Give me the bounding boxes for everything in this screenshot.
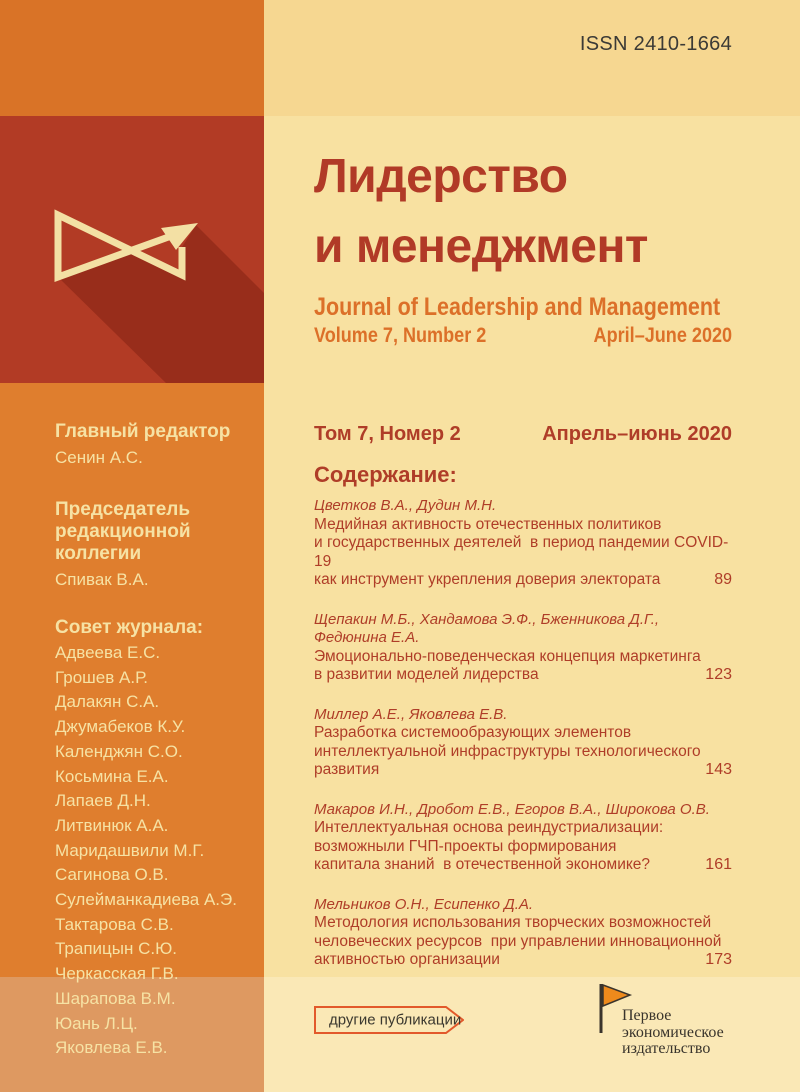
toc-authors: Цветков В.А., Дудин М.Н. bbox=[314, 497, 497, 514]
council-member: Грошев А.Р. bbox=[55, 667, 148, 687]
toc-page-number: 123 bbox=[705, 666, 732, 683]
logo-long-shadow bbox=[58, 225, 264, 383]
publisher-name-line1: Первое bbox=[622, 1007, 672, 1024]
council-member: Шарапова В.М. bbox=[55, 988, 176, 1008]
toc-title-line: Разработка системообразующих элементов bbox=[314, 724, 632, 741]
main-area bbox=[264, 0, 800, 1092]
toc-title-line: Методология использования творческих возможностей bbox=[314, 914, 712, 931]
logo-block bbox=[0, 116, 264, 383]
toc-title-line: интеллектуальной инфраструктуры технологического bbox=[314, 742, 701, 760]
toc-title-line: развития bbox=[314, 761, 380, 778]
toc-title-line: возможныли ГЧП-проекты формирования bbox=[314, 837, 617, 855]
toc-title-line: Эмоционально-поведенческая концепция маркетинга bbox=[314, 647, 701, 665]
toc-title-line: в развитии моделей лидерства bbox=[314, 666, 539, 683]
publisher-flag-icon bbox=[597, 982, 633, 1036]
toc-title-lastline bbox=[314, 951, 732, 970]
publisher-logo bbox=[597, 982, 757, 1058]
toc-page-number: 89 bbox=[714, 571, 732, 588]
council-member: Юань Л.Ц. bbox=[55, 1013, 138, 1033]
toc-title-line: и государственных деятелей в период пандемии COVID-19 bbox=[314, 534, 729, 570]
toc-title-lastline bbox=[314, 856, 732, 875]
toc-page-number: 161 bbox=[705, 856, 732, 873]
chief-editor-name: Сенин А.С. bbox=[55, 448, 143, 467]
issn-text: ISSN 2410-1664 bbox=[579, 33, 732, 55]
journal-title bbox=[314, 142, 732, 282]
journal-title-line2: и менеджмент bbox=[314, 220, 648, 273]
toc-authors: Мельников О.Н., Есипенко Д.А. bbox=[314, 895, 534, 913]
council-member: Маридашвили М.Г. bbox=[55, 840, 205, 860]
toc-authors: Щепакин М.Б., Хандамова Э.Ф., Бженникова Д.Г., Федюнина Е.А. bbox=[314, 610, 664, 646]
publisher-name-line3: издательство bbox=[622, 1040, 711, 1057]
toc-authors: Макаров И.Н., Дробот Е.В., Егоров В.А., Широкова О.В. bbox=[314, 800, 710, 818]
sidebar-top-band bbox=[0, 0, 264, 116]
toc-title-line: как инструмент укрепления доверия электората bbox=[314, 571, 661, 588]
toc-authors: Миллер А.Е., Яковлева Е.В. bbox=[314, 705, 508, 723]
chairman-heading-line2: редакционной коллегии bbox=[55, 521, 191, 564]
more-publications-button[interactable] bbox=[314, 1006, 464, 1034]
toc-title-line: Медийная активность отечественных политиков bbox=[314, 515, 662, 533]
table-of-contents bbox=[314, 497, 732, 970]
toc-title-line: Интеллектуальная основа реиндустриализации: bbox=[314, 819, 664, 836]
council-member: Яковлева Е.В. bbox=[55, 1038, 168, 1058]
council-heading: Совет журнала: bbox=[55, 617, 204, 638]
council-member: Адвеева Е.С. bbox=[55, 643, 161, 662]
publisher-name bbox=[622, 1008, 757, 1058]
toc-entry bbox=[314, 611, 732, 685]
period-label-en: April–June 2020 bbox=[593, 324, 732, 347]
toc-title-line: капитала знаний в отечественной экономике? bbox=[314, 856, 651, 873]
chairman-heading: Председатель bbox=[55, 499, 191, 520]
council-member: Календжян С.О. bbox=[55, 741, 183, 761]
council-member: Тактарова С.В. bbox=[55, 914, 174, 934]
sidebar bbox=[0, 0, 264, 1092]
toc-title-lastline bbox=[314, 761, 732, 780]
chairman-name: Спивак В.А. bbox=[55, 570, 149, 589]
volume-row-en bbox=[314, 324, 732, 347]
council-list bbox=[55, 641, 255, 1061]
volume-label-en: Volume 7, Number 2 bbox=[314, 324, 487, 347]
toc-title-line: активностью организации bbox=[314, 951, 500, 968]
period-label-ru: Апрель–июнь 2020 bbox=[542, 423, 732, 445]
toc-title-lastline bbox=[314, 666, 732, 685]
council-member: Трапицын С.Ю. bbox=[55, 939, 178, 959]
council-member: Сулейманкадиева А.Э. bbox=[55, 890, 237, 910]
council-member: Косьмина Е.А. bbox=[55, 766, 169, 786]
journal-logo-icon bbox=[0, 116, 264, 383]
council-member: Сагинова О.В. bbox=[55, 865, 169, 885]
toc-entry bbox=[314, 801, 732, 875]
main-content bbox=[314, 116, 732, 1039]
council-member: Литвинюк А.А. bbox=[55, 815, 169, 835]
council-member: Джумабеков К.У. bbox=[55, 717, 186, 737]
toc-entry bbox=[314, 896, 732, 970]
volume-row-ru bbox=[314, 423, 732, 446]
toc-title-line: человеческих ресурсов при управлении инновационной bbox=[314, 932, 722, 950]
council-member: Далакян С.А. bbox=[55, 692, 160, 712]
editorial-board bbox=[55, 421, 255, 1061]
council-member: Черкасская Г.В. bbox=[55, 964, 179, 984]
toc-entry bbox=[314, 497, 732, 590]
council-member: Лапаев Д.Н. bbox=[55, 791, 151, 811]
contents-heading: Содержание: bbox=[314, 462, 457, 487]
toc-title-lastline bbox=[314, 571, 732, 590]
chief-editor-heading: Главный редактор bbox=[55, 421, 231, 442]
volume-label-ru: Том 7, Номер 2 bbox=[314, 423, 461, 445]
publisher-name-line2: экономическое bbox=[622, 1023, 724, 1041]
journal-title-line1: Лидерство bbox=[314, 150, 568, 203]
main-top-band bbox=[264, 0, 800, 116]
toc-entry bbox=[314, 706, 732, 780]
toc-page-number: 173 bbox=[705, 951, 732, 968]
journal-subtitle-en: Journal of Leadership and Management bbox=[314, 293, 721, 321]
more-publications-label: другие публикации bbox=[329, 1011, 462, 1028]
toc-page-number: 143 bbox=[705, 761, 732, 778]
